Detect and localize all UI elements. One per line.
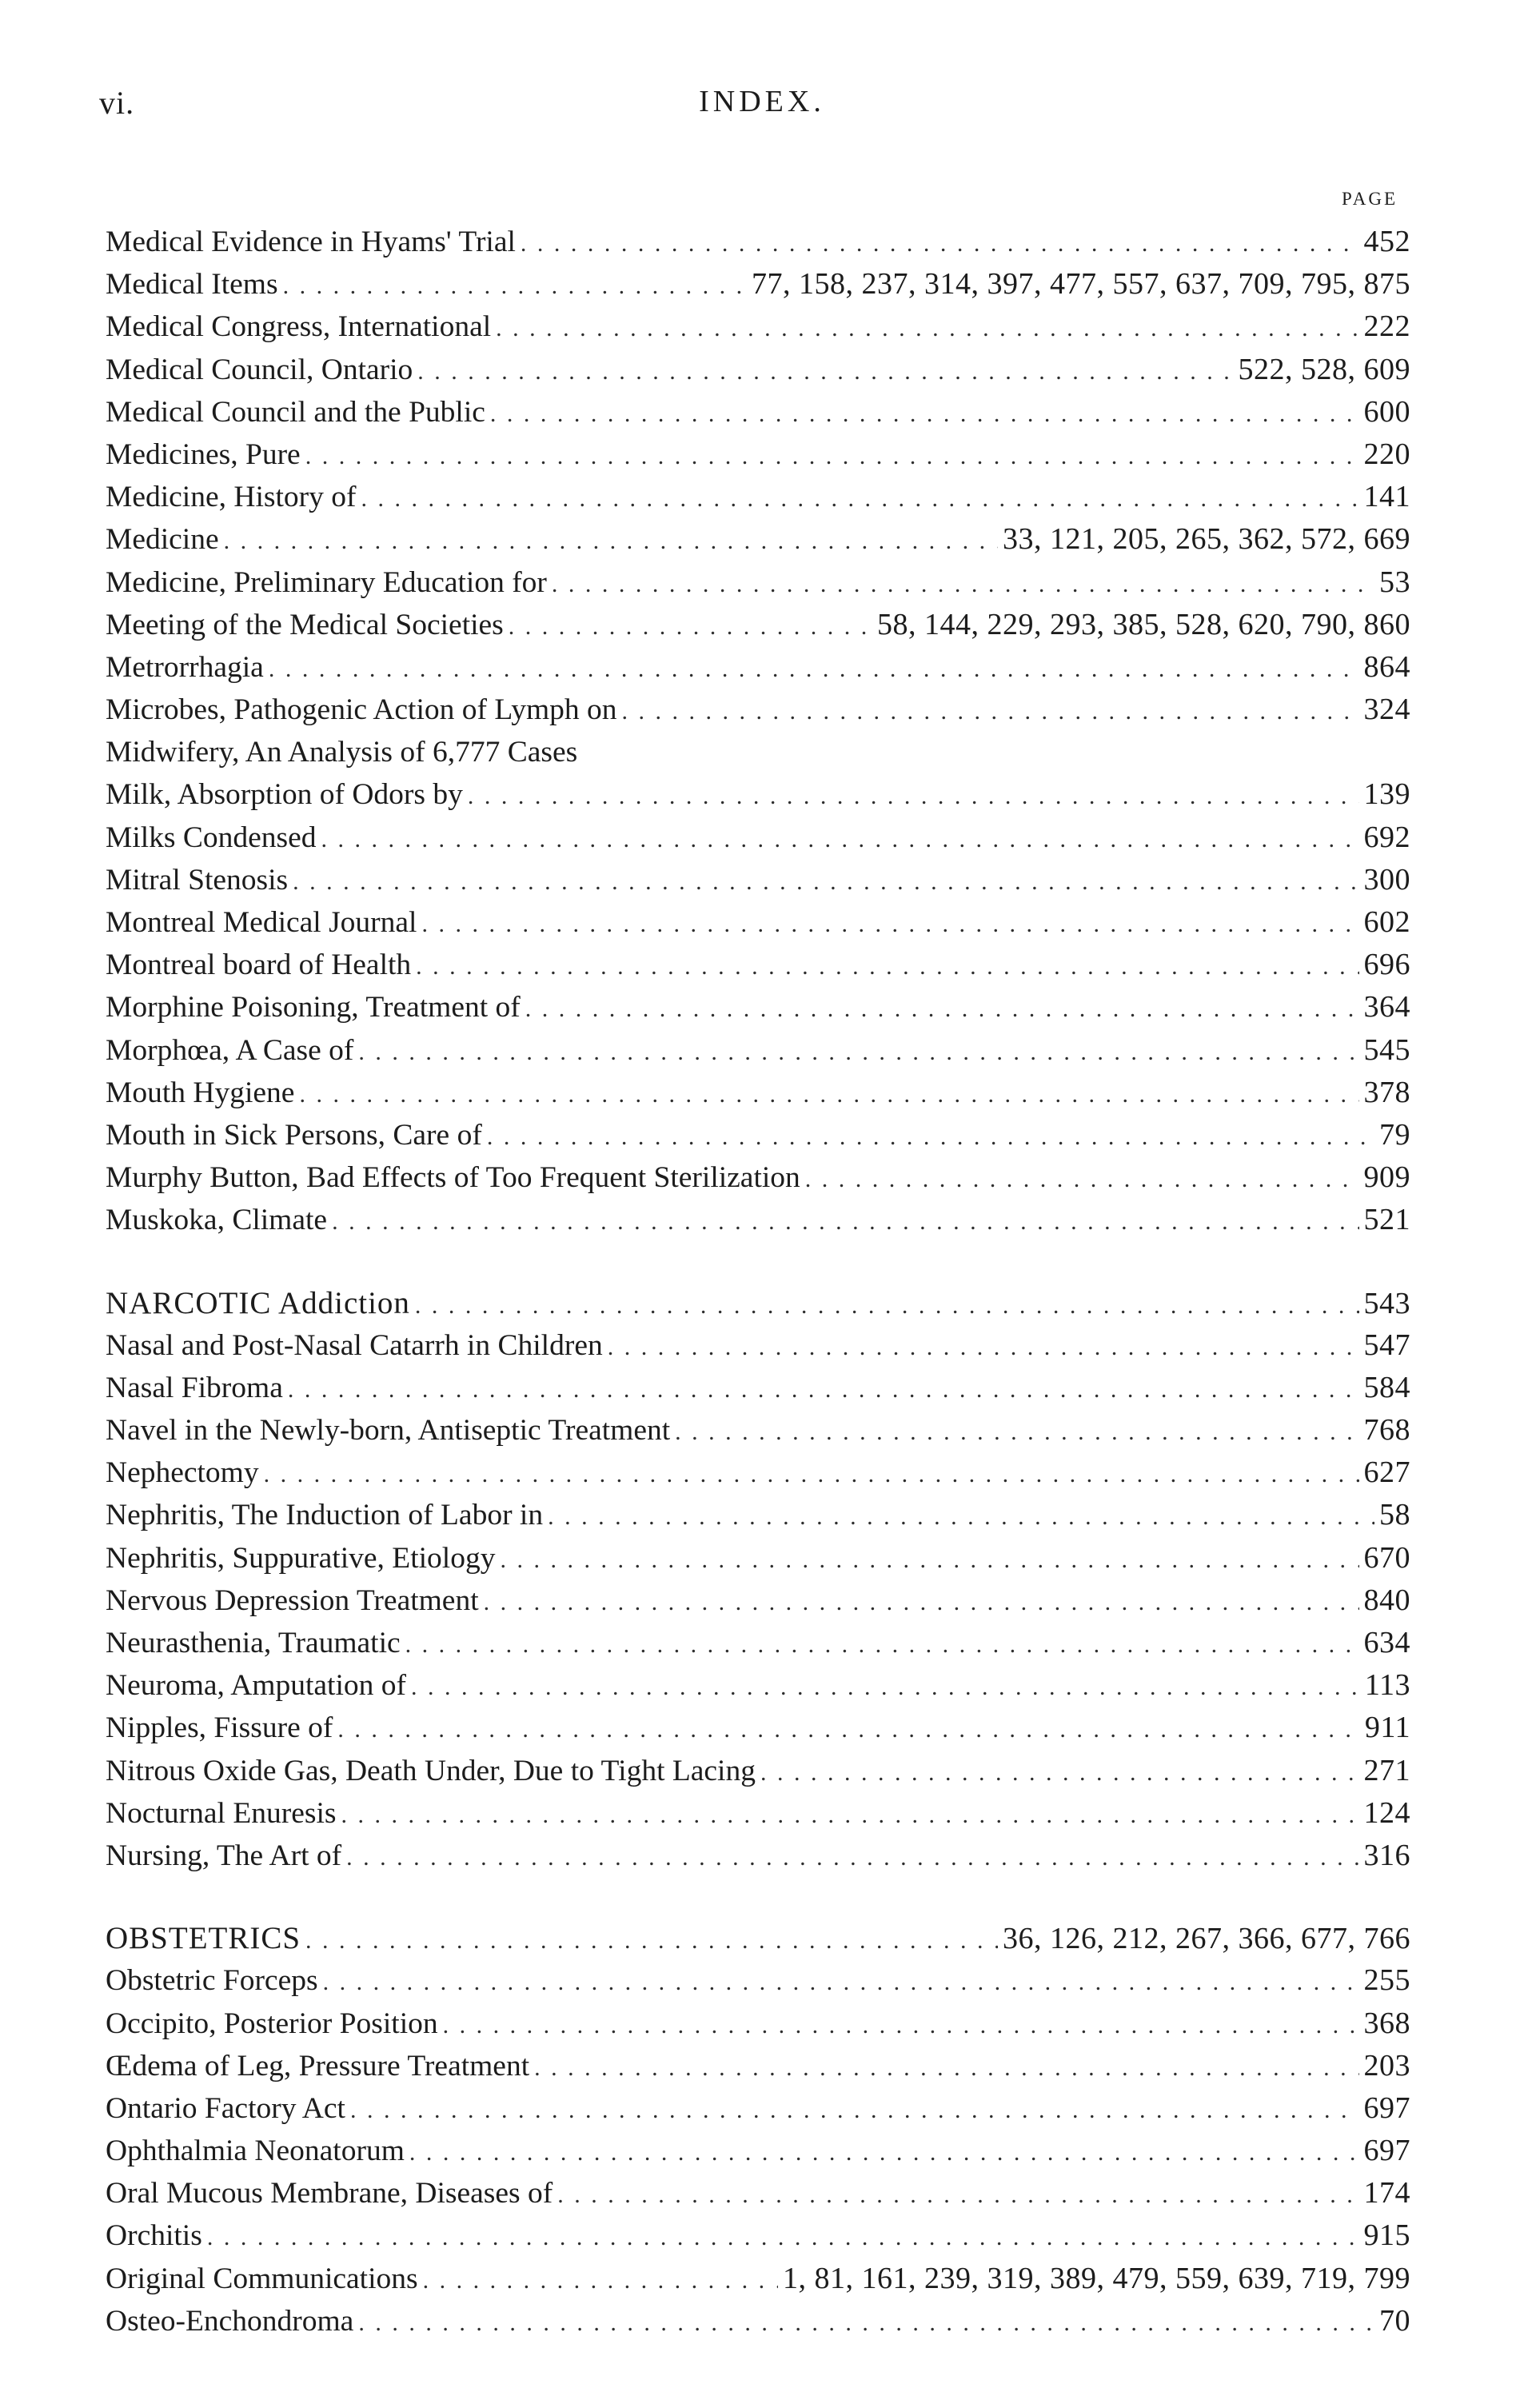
index-entry bbox=[106, 986, 1410, 1028]
index-pages: 300 bbox=[1363, 862, 1410, 897]
index-pages: 670 bbox=[1363, 1540, 1410, 1575]
index-pages: 1, 81, 161, 239, 319, 389, 479, 559, 639, 719, 799 bbox=[783, 2261, 1410, 2295]
index-term: Montreal Medical Journal bbox=[106, 906, 417, 939]
index-pages: 543 bbox=[1363, 1286, 1410, 1320]
index-pages: 36, 126, 212, 267, 366, 677, 766 bbox=[1003, 1922, 1410, 1956]
index-entry bbox=[106, 2258, 1410, 2300]
index-entry bbox=[106, 689, 1410, 731]
index-term: Metrorrhagia bbox=[106, 650, 264, 684]
index-pages: 324 bbox=[1363, 693, 1410, 727]
dot-leader bbox=[521, 222, 1359, 265]
index-entry bbox=[106, 221, 1410, 263]
index-entry bbox=[106, 1029, 1410, 1072]
index-entry bbox=[106, 391, 1410, 433]
dot-leader bbox=[534, 2047, 1358, 2089]
index-entry bbox=[106, 773, 1410, 816]
index-term: Occipito, Posterior Position bbox=[106, 2007, 438, 2040]
index-entry bbox=[106, 2003, 1410, 2045]
dot-leader bbox=[283, 265, 747, 307]
index-term: Morphœa, A Case of bbox=[106, 1033, 354, 1067]
index-pages: 521 bbox=[1363, 1203, 1410, 1237]
index-term: Microbes, Pathogenic Action of Lymph on bbox=[106, 693, 617, 727]
index-term: Mitral Stenosis bbox=[106, 863, 289, 897]
index-term: Nephritis, The Induction of Labor in bbox=[106, 1499, 544, 1532]
index-pages: 627 bbox=[1363, 1456, 1410, 1490]
index-term: Obstetric Forceps bbox=[106, 1964, 318, 1998]
index-entry bbox=[106, 1579, 1410, 1622]
index-pages: 696 bbox=[1363, 948, 1410, 982]
index-entry bbox=[106, 646, 1410, 689]
dot-leader bbox=[622, 690, 1359, 733]
dot-leader bbox=[288, 1368, 1359, 1411]
index-pages: 79 bbox=[1379, 1117, 1410, 1152]
index-pages: 545 bbox=[1363, 1032, 1410, 1067]
index-term: Medical Council, Ontario bbox=[106, 353, 413, 386]
index-entry bbox=[106, 349, 1410, 391]
index-term: Ophthalmia Neonatorum bbox=[106, 2134, 405, 2168]
dot-leader bbox=[299, 1073, 1358, 1116]
dot-leader bbox=[557, 2174, 1358, 2216]
dot-leader bbox=[500, 1539, 1358, 1581]
index-term: Nipples, Fissure of bbox=[106, 1711, 333, 1745]
index-pages: 33, 121, 205, 265, 362, 572, 669 bbox=[1003, 522, 1410, 557]
index-entry bbox=[106, 901, 1410, 944]
dot-leader bbox=[496, 307, 1358, 349]
index-pages: 53 bbox=[1379, 565, 1410, 599]
index-pages: 600 bbox=[1363, 394, 1410, 429]
index-entry bbox=[106, 1409, 1410, 1452]
index-pages: 840 bbox=[1363, 1583, 1410, 1617]
index-entry bbox=[106, 1282, 1410, 1324]
index-pages: 697 bbox=[1363, 2134, 1410, 2168]
index-pages: 915 bbox=[1363, 2218, 1410, 2253]
dot-leader bbox=[548, 1496, 1374, 1538]
index-entry bbox=[106, 1156, 1410, 1199]
dot-leader bbox=[416, 945, 1358, 988]
index-term: Murphy Button, Bad Effects of Too Frequent Sterilization bbox=[106, 1161, 800, 1195]
index-entry bbox=[106, 561, 1410, 604]
dot-leader bbox=[350, 2089, 1359, 2131]
index-group bbox=[106, 1917, 1410, 2342]
dot-leader bbox=[484, 1581, 1359, 1623]
index-pages: 58, 144, 229, 293, 385, 528, 620, 790, 860 bbox=[877, 607, 1410, 641]
dot-leader bbox=[361, 477, 1358, 520]
index-term: Orchitis bbox=[106, 2219, 202, 2253]
index-pages: 768 bbox=[1363, 1413, 1410, 1448]
index-entry bbox=[106, 1324, 1410, 1367]
index-pages: 203 bbox=[1363, 2048, 1410, 2083]
index-pages: 584 bbox=[1363, 1370, 1410, 1404]
dot-leader bbox=[224, 520, 998, 562]
dot-leader bbox=[409, 2131, 1359, 2174]
index-entry bbox=[106, 1707, 1410, 1749]
index-entry bbox=[106, 2172, 1410, 2214]
index-term: Mouth in Sick Persons, Care of bbox=[106, 1118, 482, 1152]
index-entry bbox=[106, 1072, 1410, 1114]
dot-leader bbox=[269, 648, 1359, 690]
index-entry bbox=[106, 1367, 1410, 1409]
index-pages: 222 bbox=[1363, 309, 1410, 344]
index-entry bbox=[106, 1792, 1410, 1835]
index-term: Nephritis, Suppurative, Etiology bbox=[106, 1541, 496, 1575]
running-title: INDEX. bbox=[699, 85, 825, 118]
dot-leader bbox=[417, 350, 1233, 393]
index-entry bbox=[106, 1917, 1410, 1959]
index-term: Midwifery, An Analysis of 6,777 Cases bbox=[106, 736, 578, 769]
index-entry bbox=[106, 1750, 1410, 1792]
dot-leader bbox=[675, 1411, 1358, 1453]
index-term: Morphine Poisoning, Treatment of bbox=[106, 991, 521, 1024]
index-pages: 58 bbox=[1379, 1498, 1410, 1532]
index-pages: 113 bbox=[1364, 1668, 1410, 1703]
dot-leader bbox=[332, 1200, 1358, 1243]
index-pages: 452 bbox=[1363, 225, 1410, 258]
dot-leader bbox=[346, 1836, 1358, 1879]
dot-leader bbox=[509, 605, 872, 648]
index-pages: 522, 528, 609 bbox=[1238, 352, 1410, 386]
index-pages: 70 bbox=[1379, 2303, 1410, 2338]
dot-leader bbox=[323, 1961, 1359, 2003]
index-term: Milks Condensed bbox=[106, 821, 317, 854]
dot-leader bbox=[341, 1794, 1358, 1836]
index-pages: 139 bbox=[1363, 777, 1410, 812]
index-term: OBSTETRICS bbox=[106, 1921, 301, 1956]
index-term: Nursing, The Art of bbox=[106, 1839, 342, 1872]
index-pages: 864 bbox=[1363, 649, 1410, 684]
index-term: Meeting of the Medical Societies bbox=[106, 608, 504, 641]
index-group bbox=[106, 221, 1410, 1242]
index-term: Œdema of Leg, Pressure Treatment bbox=[106, 2049, 530, 2083]
index-term: NARCOTIC Addiction bbox=[106, 1285, 410, 1320]
index-entry bbox=[106, 604, 1410, 646]
index-entry bbox=[106, 305, 1410, 348]
index-entry bbox=[106, 1537, 1410, 1579]
dot-leader bbox=[411, 1666, 1360, 1708]
dot-leader bbox=[305, 435, 1359, 477]
index-entry bbox=[106, 2130, 1410, 2172]
index-entry bbox=[106, 1114, 1410, 1156]
page-header bbox=[0, 84, 1524, 132]
index-pages: 368 bbox=[1363, 2006, 1410, 2040]
dot-leader bbox=[760, 1751, 1359, 1794]
index-term: Medicines, Pure bbox=[106, 437, 301, 471]
index-pages: 124 bbox=[1363, 1795, 1410, 1830]
index-entry bbox=[106, 476, 1410, 518]
index-term: Ontario Factory Act bbox=[106, 2091, 345, 2125]
index-term: Osteo-Enchondroma bbox=[106, 2304, 354, 2338]
page-column-label: PAGE bbox=[1342, 189, 1398, 209]
index-entry bbox=[106, 817, 1410, 859]
dot-leader bbox=[608, 1326, 1359, 1368]
index-pages: 378 bbox=[1363, 1075, 1410, 1109]
dot-leader bbox=[293, 861, 1358, 903]
index-term: Mouth Hygiene bbox=[106, 1076, 295, 1109]
dot-leader bbox=[443, 2004, 1359, 2047]
dot-leader bbox=[421, 903, 1358, 945]
dot-leader bbox=[423, 2259, 778, 2302]
index-entry bbox=[106, 263, 1410, 305]
index-term: Medicine, Preliminary Education for bbox=[106, 565, 547, 599]
dot-leader bbox=[487, 1116, 1374, 1158]
index-entry bbox=[106, 731, 1410, 773]
dot-leader bbox=[207, 2216, 1359, 2258]
dot-leader bbox=[490, 393, 1359, 435]
index-pages: 174 bbox=[1363, 2176, 1410, 2210]
index-term: Nervous Depression Treatment bbox=[106, 1583, 479, 1617]
dot-leader bbox=[337, 1708, 1360, 1751]
index-entry bbox=[106, 2300, 1410, 2342]
index-pages: 911 bbox=[1364, 1711, 1410, 1745]
index-entry bbox=[106, 859, 1410, 901]
index-group bbox=[106, 1282, 1410, 1878]
index-term: Neuroma, Amputation of bbox=[106, 1669, 406, 1703]
dot-leader bbox=[358, 1031, 1358, 1073]
index-term: Nasal Fibroma bbox=[106, 1371, 283, 1404]
index-entry bbox=[106, 1959, 1410, 2002]
index-term: Nephectomy bbox=[106, 1456, 259, 1490]
index-pages: 255 bbox=[1363, 1963, 1410, 1998]
index-term: Medicine, History of bbox=[106, 481, 357, 514]
index-term: Montreal board of Health bbox=[106, 948, 412, 982]
index-term: Medical Items bbox=[106, 268, 278, 301]
index-entry bbox=[106, 1664, 1410, 1707]
index-term: Nitrous Oxide Gas, Death Under, Due to Tight Lacing bbox=[106, 1754, 756, 1787]
index-term: Medical Evidence in Hyams' Trial bbox=[106, 226, 516, 258]
index-pages: 271 bbox=[1363, 1753, 1410, 1787]
index-term: Original Communications bbox=[106, 2262, 418, 2295]
dot-leader bbox=[415, 1284, 1359, 1327]
index-term: Oral Mucous Membrane, Diseases of bbox=[106, 2177, 553, 2210]
index-entry bbox=[106, 1835, 1410, 1877]
index-term: Medical Council and the Public bbox=[106, 395, 485, 429]
dot-leader bbox=[552, 563, 1374, 605]
dot-leader bbox=[805, 1158, 1359, 1200]
index-pages: 634 bbox=[1363, 1626, 1410, 1659]
index-entry bbox=[106, 2214, 1410, 2257]
dot-leader bbox=[468, 775, 1359, 817]
index-entry bbox=[106, 1622, 1410, 1664]
index-pages: 316 bbox=[1363, 1838, 1410, 1872]
index-term: Navel in the Newly-born, Antiseptic Treatment bbox=[106, 1414, 671, 1448]
index-pages: 364 bbox=[1363, 990, 1410, 1024]
dot-leader bbox=[321, 818, 1359, 861]
index-pages: 77, 158, 237, 314, 397, 477, 557, 637, 709, 795, 875 bbox=[752, 267, 1410, 301]
dot-leader bbox=[305, 1919, 998, 1962]
dot-leader bbox=[358, 2302, 1374, 2344]
index-term: Nasal and Post-Nasal Catarrh in Children bbox=[106, 1328, 603, 1362]
page-number: vi. bbox=[99, 85, 135, 121]
index-entry bbox=[106, 1452, 1410, 1494]
dot-leader bbox=[405, 1623, 1359, 1666]
index-pages: 547 bbox=[1363, 1328, 1410, 1362]
dot-leader bbox=[264, 1453, 1359, 1496]
index-term: Nocturnal Enuresis bbox=[106, 1796, 337, 1830]
index-term: Medicine bbox=[106, 523, 219, 557]
index-entry bbox=[106, 1199, 1410, 1241]
index-pages: 909 bbox=[1363, 1160, 1410, 1195]
index-pages: 220 bbox=[1363, 437, 1410, 471]
dot-leader bbox=[525, 988, 1359, 1030]
index-pages: 692 bbox=[1363, 820, 1410, 854]
index-term: Muskoka, Climate bbox=[106, 1204, 328, 1237]
index-pages: 697 bbox=[1363, 2091, 1410, 2125]
index-entry bbox=[106, 2087, 1410, 2130]
index-pages: 141 bbox=[1363, 480, 1410, 514]
index-entry bbox=[106, 944, 1410, 986]
index-term: Neurasthenia, Traumatic bbox=[106, 1627, 401, 1659]
index-list bbox=[106, 221, 1410, 2342]
index-entry bbox=[106, 2045, 1410, 2087]
index-pages: 602 bbox=[1363, 905, 1410, 939]
index-entry bbox=[106, 1494, 1410, 1536]
index-entry bbox=[106, 518, 1410, 561]
index-entry bbox=[106, 433, 1410, 476]
index-term: Medical Congress, International bbox=[106, 310, 492, 344]
index-term: Milk, Absorption of Odors by bbox=[106, 778, 463, 812]
